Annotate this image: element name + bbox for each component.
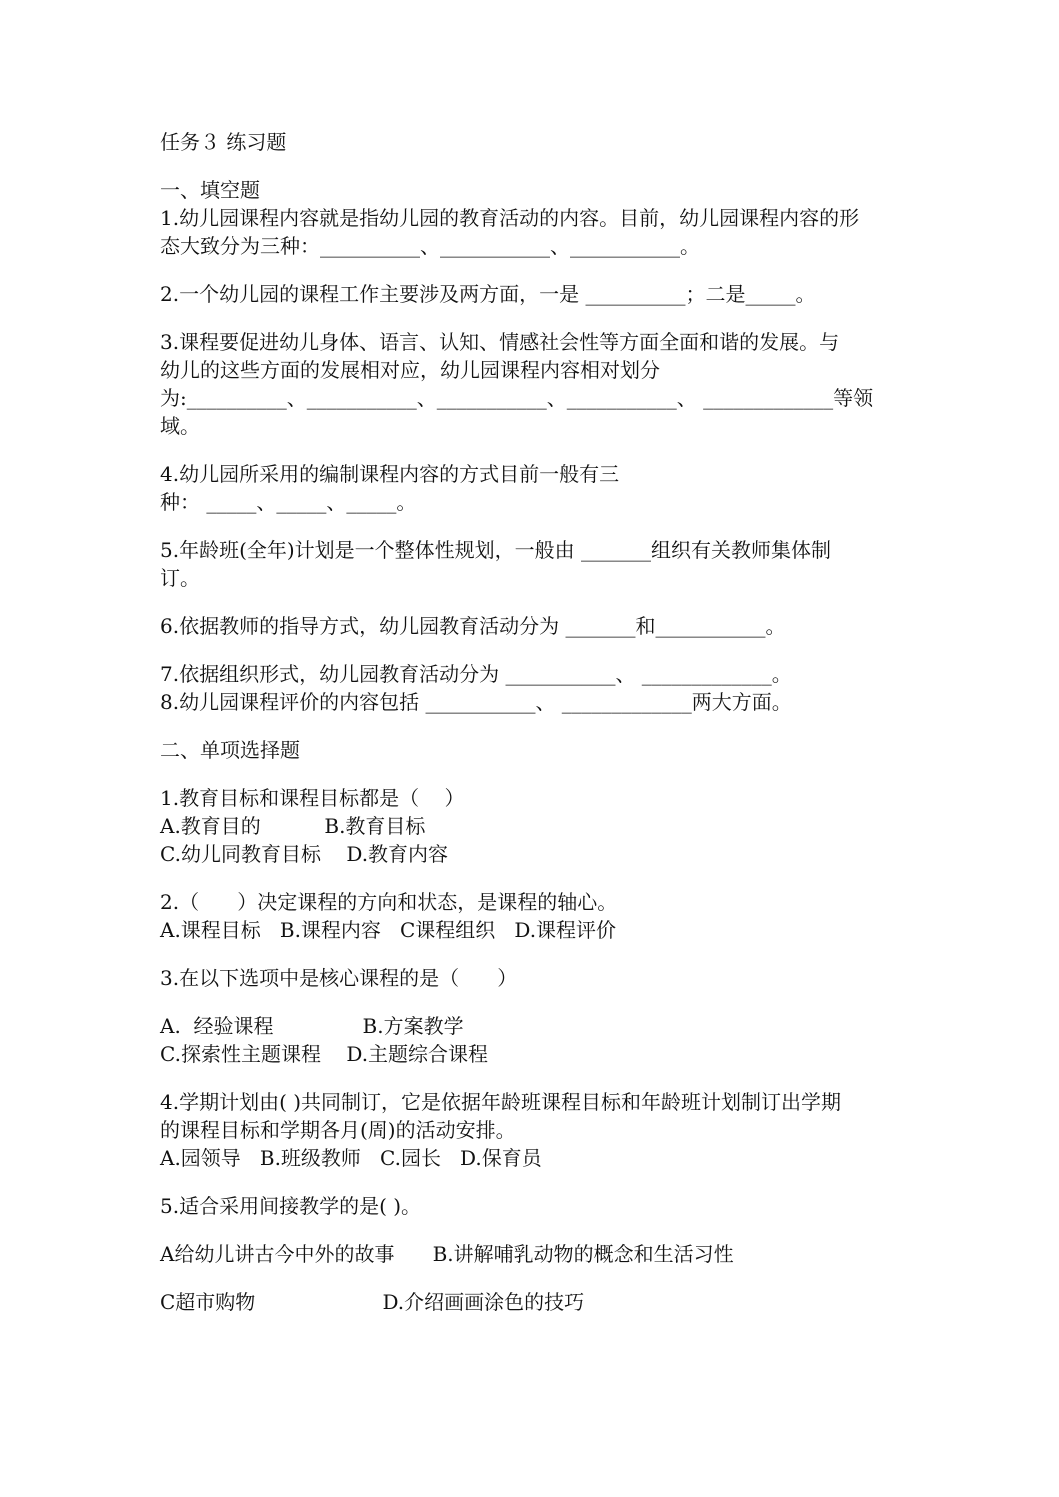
spacer [160,1268,900,1288]
section-heading-fill-blank: 一、填空题 [160,178,260,202]
choice-q2: 2.（ ）决定课程的方向和状态，是课程的轴心。 [160,890,618,914]
section-heading-single-choice: 二、单项选择题 [160,738,300,762]
fill-blank-q4-line1: 4.幼儿园所采用的编制课程内容的方式目前一般有三 [160,462,620,486]
fill-blank-q4-line2: 种： _____、_____、_____。 [160,490,417,514]
spacer [160,440,900,460]
fill-blank-q2: 2.一个幼儿园的课程工作主要涉及两方面，一是 __________；二是_____。 [160,282,816,306]
choice-q1-options-ab: A.教育目的 B.教育目标 [160,814,426,838]
spacer [160,1068,900,1088]
choice-q5-options-ab: A给幼儿讲古今中外的故事 B.讲解哺乳动物的概念和生活习性 [160,1242,734,1266]
choice-q1-options-cd: C.幼儿同教育目标 D.教育内容 [160,842,449,866]
spacer [160,992,900,1012]
spacer [160,1220,900,1240]
spacer [160,764,900,784]
fill-blank-q5-line2: 订。 [160,566,200,590]
fill-blank-q1-line2: 态大致分为三种：__________、___________、___________。 [160,234,700,258]
spacer [160,260,900,280]
choice-q5-options-cd: C超市购物 D.介绍画画涂色的技巧 [160,1290,585,1314]
fill-blank-q6: 6.依据教师的指导方式，幼儿园教育活动分为 _______和___________。 [160,614,786,638]
fill-blank-q7: 7.依据组织形式，幼儿园教育活动分为 ___________、 _____________。 [160,662,792,686]
choice-q4-line2: 的课程目标和学期各月(周)的活动安排。 [160,1118,516,1142]
choice-q3-options-cd: C.探索性主题课程 D.主题综合课程 [160,1042,489,1066]
choice-q3: 3.在以下选项中是核心课程的是（ ） [160,966,518,990]
fill-blank-q3-line3: 为:__________、___________、___________、___________、 _____________等领 [160,386,874,410]
spacer [160,1172,900,1192]
fill-blank-q5-line1: 5.年龄班(全年)计划是一个整体性规划，一般由 _______组织有关教师集体制 [160,538,832,562]
spacer [160,944,900,964]
choice-q4-options: A.园领导 B.班级教师 C.园长 D.保育员 [160,1146,542,1170]
choice-q4-line1: 4.学期计划由( )共同制订，它是依据年龄班课程目标和年龄班计划制订出学期 [160,1090,842,1114]
choice-q2-options: A.课程目标 B.课程内容 C课程组织 D.课程评价 [160,918,617,942]
document-page [160,128,900,1316]
spacer [160,868,900,888]
fill-blank-q8: 8.幼儿园课程评价的内容包括 ___________、 _____________两大方面。 [160,690,792,714]
fill-blank-q3-line1: 3.课程要促进幼儿身体、语言、认知、情感社会性等方面全面和谐的发展。与 [160,330,840,354]
fill-blank-q3-line2: 幼儿的这些方面的发展相对应，幼儿园课程内容相对划分 [160,358,660,382]
fill-blank-q3-line4: 域。 [160,414,200,438]
choice-q5: 5.适合采用间接教学的是( )。 [160,1194,422,1218]
spacer [160,516,900,536]
choice-q3-options-ab: A. 经验课程 B.方案教学 [160,1014,464,1038]
spacer [160,716,900,736]
spacer [160,592,900,612]
spacer [160,640,900,660]
document-title: 任务３ 练习题 [160,130,287,154]
spacer [160,308,900,328]
spacer [160,156,900,176]
fill-blank-q1-line1: 1.幼儿园课程内容就是指幼儿园的教育活动的内容。目前，幼儿园课程内容的形 [160,206,860,230]
choice-q1: 1.教育目标和课程目标都是（ ） [160,786,465,810]
